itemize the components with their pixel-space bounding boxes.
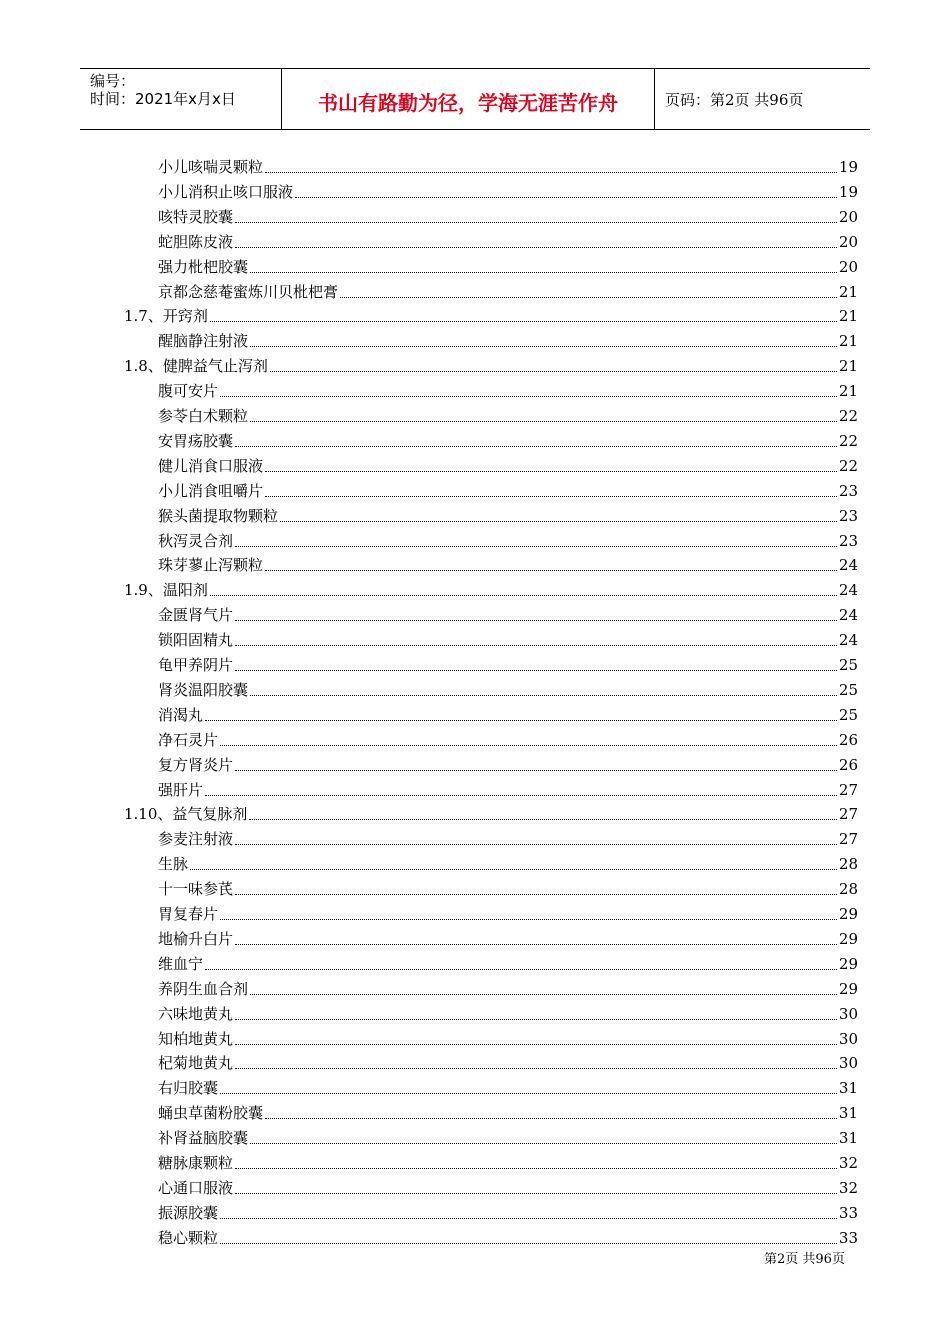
toc-entry-title: 维血宁 xyxy=(158,954,204,973)
toc-section-entry[interactable] xyxy=(124,800,858,824)
toc-dot-leader xyxy=(235,620,837,621)
toc-entry[interactable] xyxy=(158,1149,858,1173)
toc-section-entry[interactable] xyxy=(124,576,858,600)
toc-entry-title: 强力枇杷胶囊 xyxy=(158,257,249,276)
toc-dot-leader xyxy=(235,1168,837,1169)
toc-entry-page: 33 xyxy=(838,1228,858,1247)
toc-entry-title: 参麦注射液 xyxy=(158,830,234,849)
serial-number-label: 编号： xyxy=(90,72,136,90)
toc-entry-title: 地榆升白片 xyxy=(158,929,234,948)
toc-entry-title: 1.8、健脾益气止泻剂 xyxy=(124,357,268,376)
toc-section-entry[interactable] xyxy=(124,352,858,376)
toc-entry[interactable] xyxy=(158,950,858,974)
toc-entry-title: 消渴丸 xyxy=(158,705,204,724)
toc-entry-page: 29 xyxy=(838,905,858,923)
toc-dot-leader xyxy=(280,521,837,522)
toc-entry-title: 蛇胆陈皮液 xyxy=(158,232,234,251)
toc-entry-page: 21 xyxy=(838,307,858,326)
toc-entry-title: 心通口服液 xyxy=(158,1178,234,1197)
toc-entry-page: 19 xyxy=(838,182,858,201)
toc-entry-page: 22 xyxy=(838,407,858,425)
toc-entry[interactable] xyxy=(158,1049,858,1073)
toc-dot-leader xyxy=(235,1193,837,1194)
toc-entry-title: 安胃疡胶囊 xyxy=(158,431,234,450)
toc-entry[interactable] xyxy=(158,228,858,252)
toc-entry-page: 31 xyxy=(838,1129,858,1148)
toc-entry-title: 金匮肾气片 xyxy=(158,606,234,625)
toc-entry-page: 31 xyxy=(838,1104,858,1123)
toc-entry[interactable] xyxy=(158,452,858,476)
toc-entry-page: 28 xyxy=(838,855,858,874)
toc-entry[interactable] xyxy=(158,551,858,575)
toc-entry-title: 1.10、益气复脉剂 xyxy=(124,805,248,824)
toc-entry-page: 24 xyxy=(838,631,858,650)
toc-entry-title: 振源胶囊 xyxy=(158,1203,219,1222)
toc-dot-leader xyxy=(220,919,837,920)
toc-dot-leader xyxy=(265,496,837,497)
toc-entry-title: 健儿消食口服液 xyxy=(158,456,264,475)
toc-dot-leader xyxy=(235,247,837,248)
toc-entry-title: 补肾益脑胶囊 xyxy=(158,1129,249,1148)
toc-entry-title: 右归胶囊 xyxy=(158,1079,219,1098)
header-meta-cell xyxy=(80,69,282,129)
toc-dot-leader xyxy=(235,446,837,447)
toc-entry-page: 28 xyxy=(838,880,858,899)
toc-entry[interactable] xyxy=(158,975,858,999)
toc-dot-leader xyxy=(190,869,837,870)
toc-entry[interactable] xyxy=(158,1074,858,1098)
toc-entry-page: 20 xyxy=(838,232,858,251)
toc-entry-page: 21 xyxy=(838,382,858,401)
toc-dot-leader xyxy=(250,1143,837,1144)
toc-entry-title: 珠芽蓼止泻颗粒 xyxy=(158,556,264,575)
toc-dot-leader xyxy=(235,645,837,646)
toc-dot-leader xyxy=(235,1019,837,1020)
toc-entry[interactable] xyxy=(158,427,858,451)
toc-entry[interactable] xyxy=(158,701,858,725)
toc-entry-page: 27 xyxy=(838,805,858,824)
toc-entry-title: 六味地黄丸 xyxy=(158,1004,234,1023)
toc-dot-leader xyxy=(235,844,837,845)
toc-entry-page: 21 xyxy=(838,357,858,376)
toc-dot-leader xyxy=(250,421,837,422)
toc-entry-page: 30 xyxy=(838,1054,858,1073)
toc-entry[interactable] xyxy=(158,402,858,426)
toc-dot-leader xyxy=(235,670,837,671)
toc-entry-title: 1.9、温阳剂 xyxy=(124,581,208,600)
toc-dot-leader xyxy=(249,819,837,820)
toc-entry[interactable] xyxy=(158,676,858,700)
header-page-cell xyxy=(655,69,870,129)
toc-entry-page: 27 xyxy=(838,830,858,849)
toc-entry[interactable] xyxy=(158,776,858,800)
toc-dot-leader xyxy=(220,1243,837,1244)
toc-dot-leader xyxy=(265,172,837,173)
toc-dot-leader xyxy=(250,346,837,347)
toc-entry-page: 30 xyxy=(838,1004,858,1023)
toc-dot-leader xyxy=(250,695,837,696)
toc-entry[interactable] xyxy=(158,1000,858,1024)
toc-dot-leader xyxy=(220,1093,837,1094)
toc-entry-title: 稳心颗粒 xyxy=(158,1228,219,1247)
toc-entry-title: 净石灵片 xyxy=(158,730,219,749)
toc-entry-title: 龟甲养阴片 xyxy=(158,656,234,674)
toc-dot-leader xyxy=(235,1044,837,1045)
toc-dot-leader xyxy=(235,222,837,223)
toc-entry-page: 25 xyxy=(838,705,858,724)
toc-entry[interactable] xyxy=(158,601,858,625)
toc-entry-page: 27 xyxy=(838,780,858,799)
toc-entry-page: 24 xyxy=(838,556,858,575)
toc-entry[interactable] xyxy=(158,1099,858,1123)
toc-entry-page: 29 xyxy=(838,954,858,973)
toc-entry-page: 25 xyxy=(838,656,858,674)
toc-entry-page: 20 xyxy=(838,207,858,226)
toc-dot-leader xyxy=(235,770,837,771)
toc-entry[interactable] xyxy=(158,1124,858,1148)
toc-entry[interactable] xyxy=(158,1224,858,1248)
toc-entry[interactable] xyxy=(158,278,858,302)
toc-entry[interactable] xyxy=(158,900,858,924)
header-motto-cell xyxy=(282,69,655,129)
toc-entry[interactable] xyxy=(158,1174,858,1198)
toc-entry-title: 咳特灵胶囊 xyxy=(158,207,234,226)
toc-entry[interactable] xyxy=(158,626,858,650)
toc-entry-page: 23 xyxy=(838,506,858,525)
toc-section-entry[interactable] xyxy=(124,302,858,326)
toc-entry-page: 21 xyxy=(838,332,858,351)
toc-entry[interactable] xyxy=(158,527,858,551)
toc-entry-page: 25 xyxy=(838,680,858,699)
toc-entry-page: 23 xyxy=(838,531,858,550)
toc-entry-title: 肾炎温阳胶囊 xyxy=(158,680,249,699)
toc-entry-title: 小儿消食咀嚼片 xyxy=(158,481,264,500)
toc-entry-title: 锁阳固精丸 xyxy=(158,631,234,650)
toc-entry-title: 胃复春片 xyxy=(158,905,219,923)
page-header xyxy=(80,68,870,130)
toc-entry[interactable] xyxy=(158,477,858,501)
toc-entry[interactable] xyxy=(158,925,858,949)
toc-entry-page: 21 xyxy=(838,282,858,301)
toc-dot-leader xyxy=(250,272,837,273)
toc-entry[interactable] xyxy=(158,1199,858,1223)
toc-entry[interactable] xyxy=(158,1025,858,1049)
toc-dot-leader xyxy=(265,570,837,571)
toc-entry-title: 参苓白术颗粒 xyxy=(158,407,249,425)
toc-dot-leader xyxy=(205,720,837,721)
toc-entry-title: 知柏地黄丸 xyxy=(158,1029,234,1048)
toc-dot-leader xyxy=(235,944,837,945)
toc-entry[interactable] xyxy=(158,751,858,775)
toc-entry-page: 24 xyxy=(838,581,858,600)
toc-dot-leader xyxy=(205,795,837,796)
toc-dot-leader xyxy=(210,595,837,596)
toc-entry-page: 22 xyxy=(838,431,858,450)
toc-entry-page: 29 xyxy=(838,929,858,948)
toc-entry-page: 33 xyxy=(838,1203,858,1222)
toc-dot-leader xyxy=(210,321,837,322)
toc-dot-leader xyxy=(205,969,837,970)
toc-dot-leader xyxy=(340,297,837,298)
toc-entry-page: 23 xyxy=(838,481,858,500)
toc-dot-leader xyxy=(270,371,837,372)
toc-entry[interactable] xyxy=(158,327,858,351)
toc-entry-title: 复方肾炎片 xyxy=(158,755,234,774)
toc-entry-page: 32 xyxy=(838,1154,858,1172)
toc-entry[interactable] xyxy=(158,726,858,750)
toc-entry-page: 29 xyxy=(838,979,858,998)
header-page-info: 页码：第2页 共96页 xyxy=(665,91,804,109)
page-footer: 第2页 共96页 xyxy=(764,1252,845,1267)
date-label: 时间：2021年x月x日 xyxy=(90,90,236,108)
toc-dot-leader xyxy=(265,471,837,472)
toc-entry-title: 杞菊地黄丸 xyxy=(158,1054,234,1073)
toc-entry-page: 22 xyxy=(838,456,858,475)
toc-entry-title: 秋泻灵合剂 xyxy=(158,531,234,550)
toc-entry-title: 生脉 xyxy=(158,855,189,874)
toc-entry[interactable] xyxy=(158,153,858,177)
toc-entry-title: 糖脉康颗粒 xyxy=(158,1154,234,1172)
toc-entry[interactable] xyxy=(158,502,858,526)
toc-entry[interactable] xyxy=(158,850,858,874)
toc-entry-title: 强肝片 xyxy=(158,780,204,799)
toc-entry-title: 猴头菌提取物颗粒 xyxy=(158,506,279,525)
header-motto: 书山有路勤为径，学海无涯苦作舟 xyxy=(318,91,618,115)
toc-dot-leader xyxy=(220,1218,837,1219)
toc-entry[interactable] xyxy=(158,825,858,849)
toc-entry-title: 1.7、开窍剂 xyxy=(124,307,208,326)
toc-entry[interactable] xyxy=(158,651,858,675)
toc-entry-page: 26 xyxy=(838,755,858,774)
toc-entry[interactable] xyxy=(158,377,858,401)
toc-entry-title: 京都念慈菴蜜炼川贝枇杷膏 xyxy=(158,282,339,301)
toc-entry-page: 24 xyxy=(838,606,858,625)
toc-dot-leader xyxy=(220,396,837,397)
toc-entry-title: 十一味参芪 xyxy=(158,880,234,899)
toc-entry-page: 26 xyxy=(838,730,858,749)
toc-dot-leader xyxy=(295,197,837,198)
toc-entry-page: 20 xyxy=(838,257,858,276)
toc-entry[interactable] xyxy=(158,178,858,202)
toc-entry[interactable] xyxy=(158,875,858,899)
toc-entry-title: 蛹虫草菌粉胶囊 xyxy=(158,1104,264,1123)
toc-entry-page: 31 xyxy=(838,1079,858,1098)
toc-dot-leader xyxy=(235,894,837,895)
toc-entry-page: 30 xyxy=(838,1029,858,1048)
toc-entry[interactable] xyxy=(158,203,858,227)
toc-dot-leader xyxy=(265,1118,837,1119)
toc-entry[interactable] xyxy=(158,253,858,277)
toc-entry-title: 小儿咳喘灵颗粒 xyxy=(158,158,264,176)
toc-entry-title: 小儿消积止咳口服液 xyxy=(158,182,294,201)
toc-entry-title: 养阴生血合剂 xyxy=(158,979,249,998)
toc-entry-page: 19 xyxy=(838,158,858,176)
toc-dot-leader xyxy=(220,745,837,746)
toc-dot-leader xyxy=(235,1068,837,1069)
toc-entry-title: 腹可安片 xyxy=(158,382,219,401)
toc-dot-leader xyxy=(250,994,837,995)
toc-entry-page: 32 xyxy=(838,1178,858,1197)
toc-entry-title: 醒脑静注射液 xyxy=(158,332,249,351)
toc-dot-leader xyxy=(235,546,837,547)
